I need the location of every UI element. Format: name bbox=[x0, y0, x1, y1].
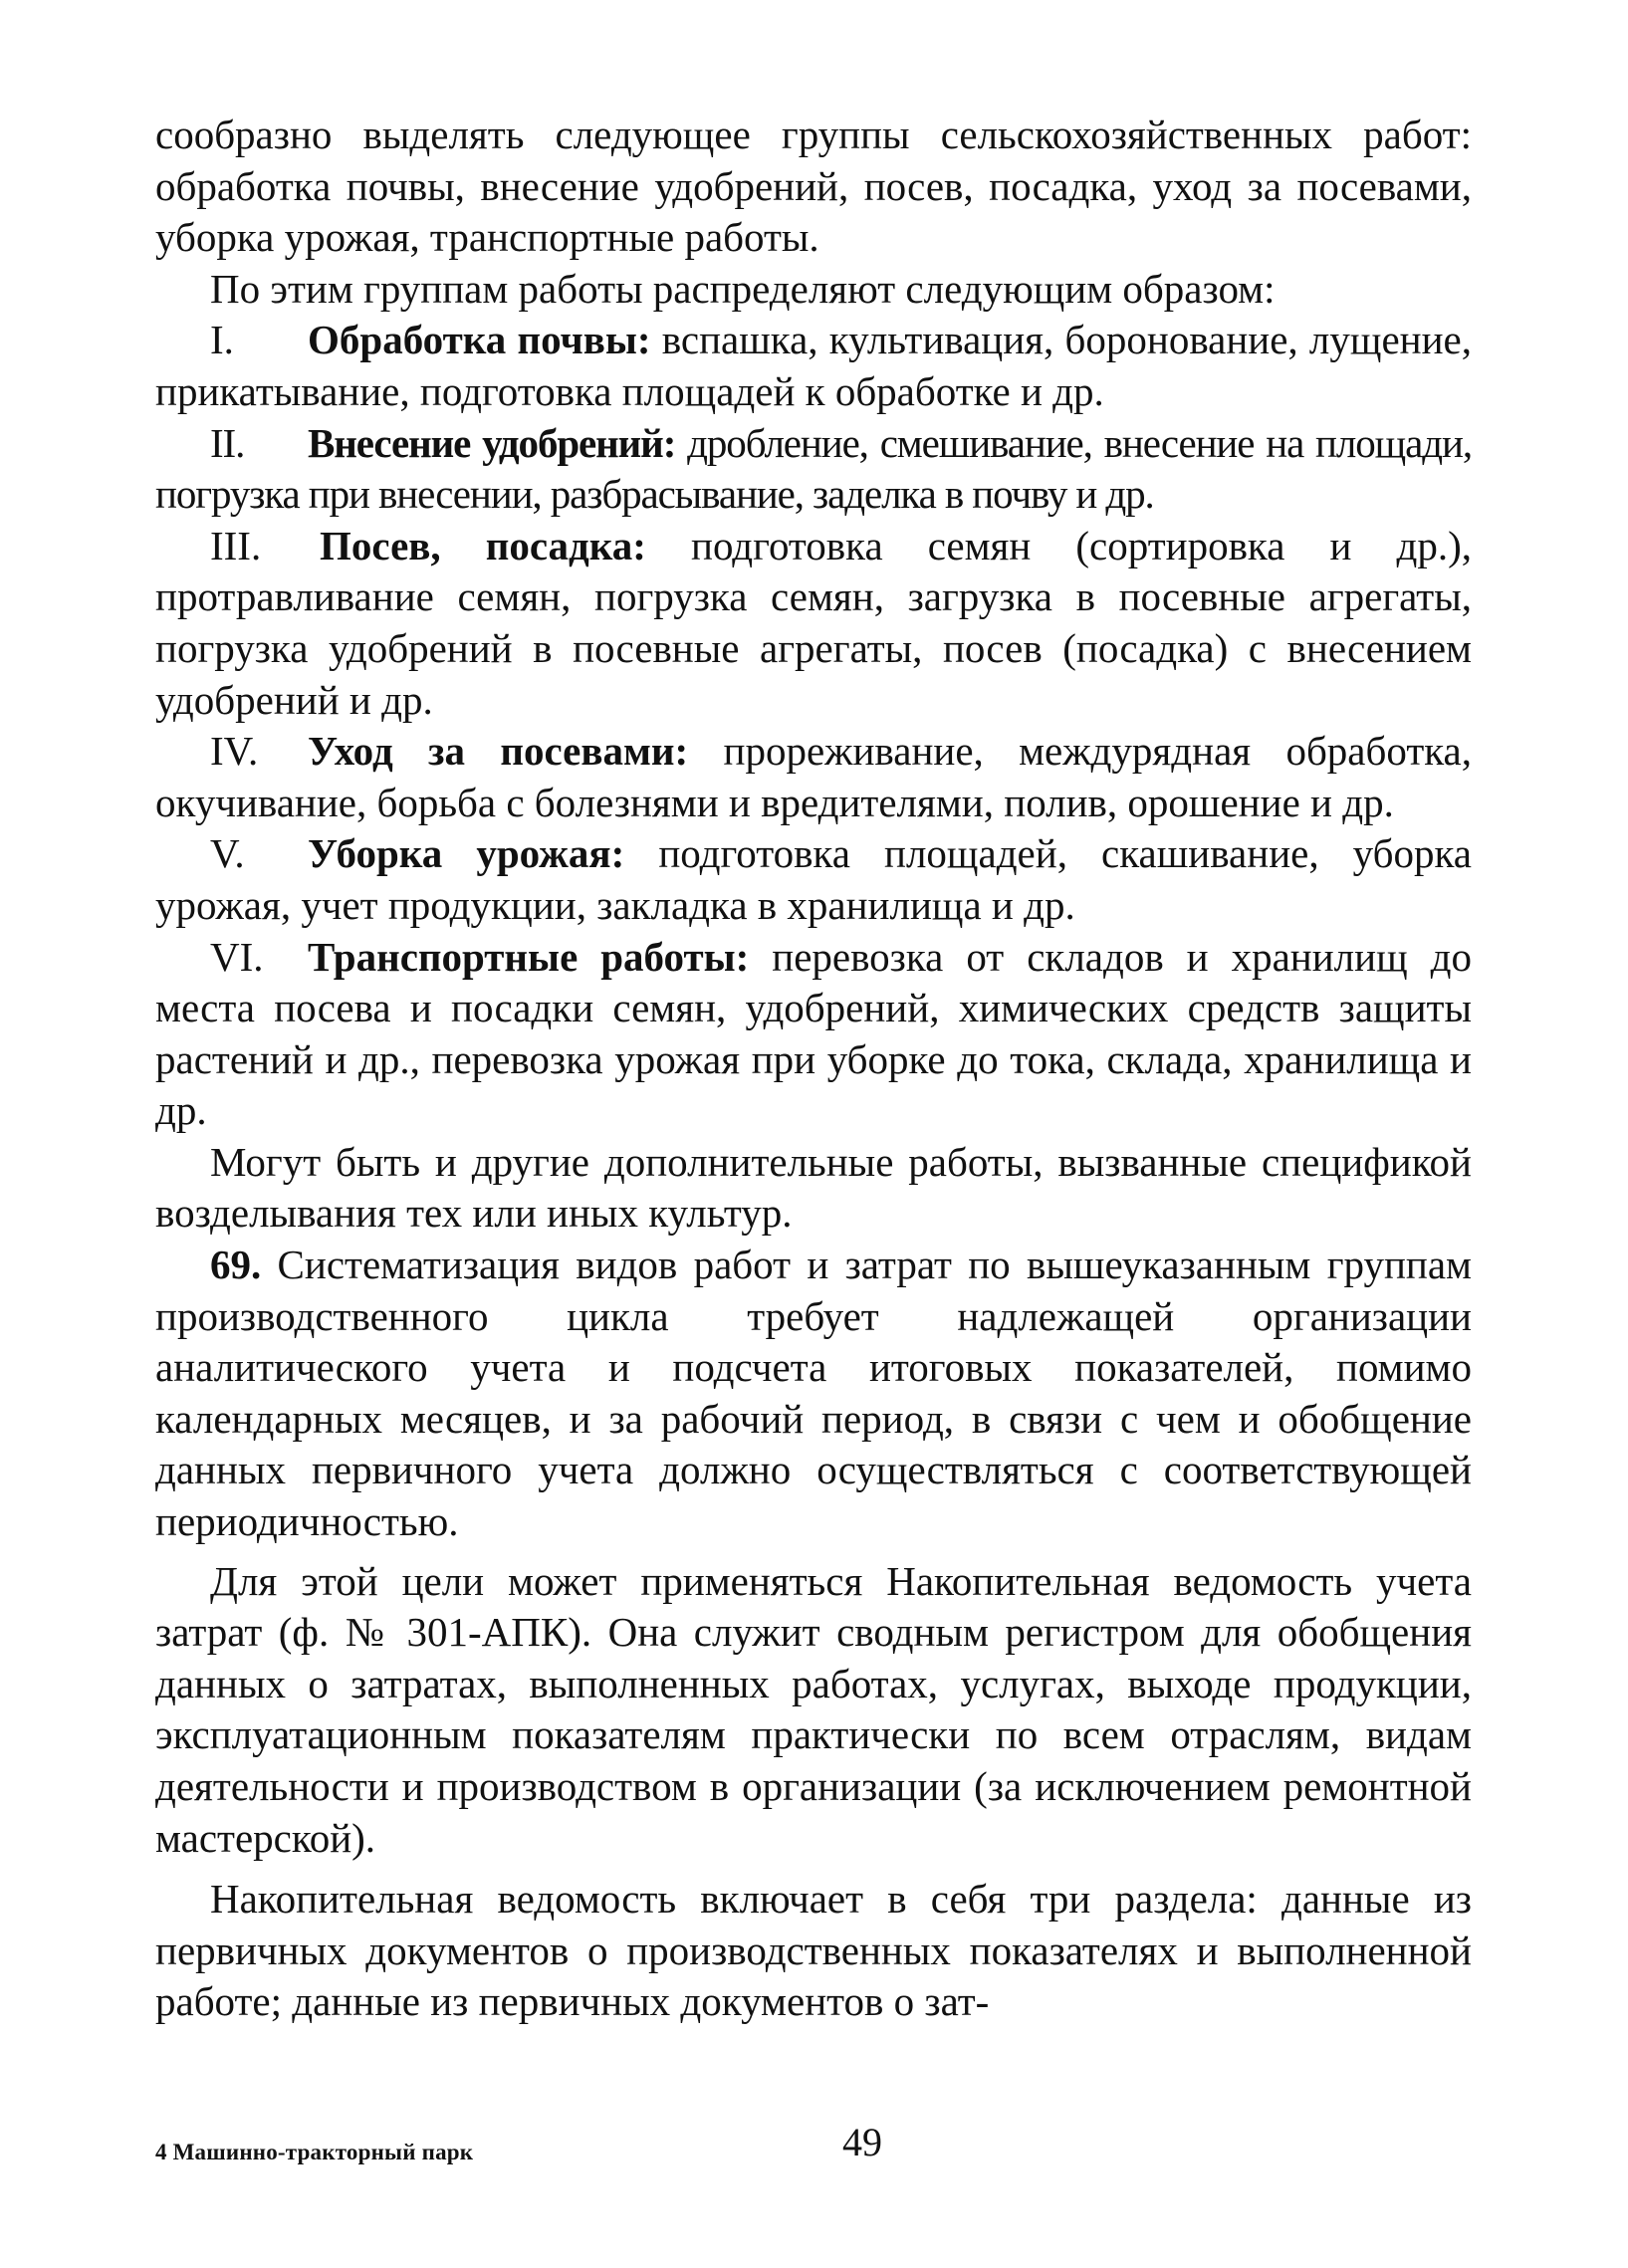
group-item-2 bbox=[155, 418, 1472, 521]
group-item-5 bbox=[155, 828, 1472, 931]
page-number: 49 bbox=[842, 2120, 882, 2164]
group-text: подготовка площадей, скашивание, уборка урожая, учет продукции, закладка в хранилища и др. bbox=[155, 830, 1472, 928]
group-text: перевозка от складов и хранилищ до места посева и посадки семян, удобрений, химических средств защиты растений и др., перевозка урожая при уборке до тока, склада, хранилища и др. bbox=[155, 933, 1472, 1134]
group-text: вспашка, культивация, боронование, лущение, прикатывание, подготовка площадей к обработке и др. bbox=[155, 317, 1472, 414]
group-item-1 bbox=[155, 315, 1472, 417]
group-title: Обработка почвы: bbox=[308, 317, 651, 363]
group-title: Уборка урожая: bbox=[308, 830, 625, 877]
intro-paragraph: сообразно выделять следующее группы сельскохозяйственных работ: обработка почвы, внесение удобрений, посев, посадка, уход за посевами, уборка урожая, транспортные работы. bbox=[155, 112, 1472, 261]
group-item-6 bbox=[155, 932, 1472, 1137]
group-title: Внесение удобрений: bbox=[308, 419, 676, 466]
group-number: IV. bbox=[210, 728, 259, 775]
group-number: V. bbox=[210, 830, 245, 877]
group-title: Транспортные работы: bbox=[308, 933, 750, 980]
group-number: I. bbox=[210, 317, 234, 363]
paragraph-69 bbox=[155, 1240, 1472, 1548]
group-number: II. bbox=[210, 419, 245, 466]
paragraph-number: 69. bbox=[210, 1242, 262, 1288]
body-text bbox=[155, 110, 1472, 2028]
group-item-3 bbox=[155, 521, 1472, 726]
group-item-4 bbox=[155, 726, 1472, 828]
group-text: дробление, смешивание, внесение на площади, погрузка при внесении, разбрасывание, заделка в почву и др. bbox=[155, 419, 1472, 518]
group-text: подготовка семян (сортировка и др.), протравливание семян, погрузка семян, загрузка в посевные агрегаты, погрузка удобрений в посевные агрегаты, посев (посадка) с внесением удобрений и др. bbox=[155, 522, 1472, 723]
statement-paragraph: Для этой цели может применяться Накопительная ведомость учета затрат (ф. № 301-АПК). Она служит сводным регистром для обобщения данных о затратах, выполненных работах, услугах, выходе продукции, эксплуатационным показателям практически по всем отраслям, видам деятельности и производством в организации (за исключением ремонтной мастерской). bbox=[155, 1557, 1472, 1861]
last-paragraph: Накопительная ведомость включает в себя три раздела: данные из первичных документов о производственных показателях и выполненной работе; данные из первичных документов о зат- bbox=[155, 1876, 1472, 2025]
group-title: Уход за посевами: bbox=[308, 728, 689, 775]
group-title: Посев, посадка: bbox=[320, 522, 646, 568]
printer-signature: 4 Машинно-тракторный парк bbox=[155, 2140, 474, 2164]
group-number: III. bbox=[210, 522, 262, 568]
paragraph-69-text: Систематизация видов работ и затрат по вышеуказанным группам производственного цикла требует надлежащей организации аналитического учета и подсчета итоговых показателей, помимо календарных месяцев, и за рабочий период, в связи с чем и обобщение данных первичного учета должно осуществляться с соответствующей периодичностью. bbox=[155, 1242, 1472, 1545]
additional-paragraph: Могут быть и другие дополнительные работы, вызванные спецификой возделывания тех или иных культур. bbox=[155, 1138, 1472, 1237]
group-number: VI. bbox=[210, 933, 264, 980]
distribution-paragraph: По этим группам работы распределяют следующим образом: bbox=[210, 265, 1276, 312]
group-text: прореживание, междурядная обработка, окучивание, борьба с болезнями и вредителями, полив, орошение и др. bbox=[155, 728, 1472, 825]
